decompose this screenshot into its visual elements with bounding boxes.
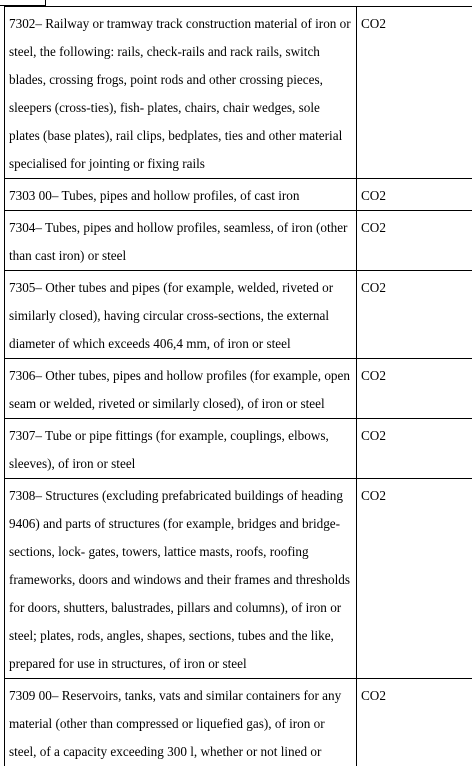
cbam-goods-table	[4, 6, 472, 766]
emission-code: CO2	[357, 179, 472, 211]
goods-description: 7307– Tube or pipe fittings (for example, couplings, elbows, sleeves), of iron or steel	[5, 419, 357, 479]
goods-description: 7308– Structures (excluding prefabricated buildings of heading 9406) and parts of structures (for example, bridges and bridge-sections, lock- gates, towers, lattice masts, roofs, roofing frameworks, doors and windows and their frames and thresholds for doors, shutters, balustrades, pillars and columns), of iron or steel; plates, rods, angles, shapes, sections, tubes and the like, prepared for use in structures, of iron or steel	[5, 479, 357, 679]
emission-code: CO2	[357, 7, 472, 179]
emission-code: CO2	[357, 479, 472, 679]
table-row	[5, 359, 472, 419]
goods-description: 7302– Railway or tramway track construction material of iron or steel, the following: rails, check-rails and rack rails, switch blades, crossing frogs, point rods and other crossing pieces, sleepers (cross-ties), fish- plates, chairs, chair wedges, sole plates (base plates), rail clips, bedplates, ties and other material specialised for jointing or fixing rails	[5, 7, 357, 179]
emission-code: CO2	[357, 419, 472, 479]
goods-description: 7303 00– Tubes, pipes and hollow profiles, of cast iron	[5, 179, 357, 211]
goods-description: 7306– Other tubes, pipes and hollow profiles (for example, open seam or welded, riveted or similarly closed), of iron or steel	[5, 359, 357, 419]
table-row	[5, 479, 472, 679]
emission-code: CO2	[357, 271, 472, 359]
emission-code: CO2	[357, 211, 472, 271]
table-row	[5, 271, 472, 359]
table-row	[5, 211, 472, 271]
table-row	[5, 419, 472, 479]
goods-description: 7305– Other tubes and pipes (for example, welded, riveted or similarly closed), having circular cross-sections, the external diameter of which exceeds 406,4 mm, of iron or steel	[5, 271, 357, 359]
table-row	[5, 179, 472, 211]
goods-description: 7304– Tubes, pipes and hollow profiles, seamless, of iron (other than cast iron) or steel	[5, 211, 357, 271]
table-row	[5, 7, 472, 179]
emission-code: CO2	[357, 359, 472, 419]
goods-description: 7309 00– Reservoirs, tanks, vats and similar containers for any material (other than compressed or liquefied gas), of iron or steel, of a capacity exceeding 300 l, whether or not lined or	[5, 679, 357, 767]
emission-code: CO2	[357, 679, 472, 767]
table-row	[5, 679, 472, 767]
